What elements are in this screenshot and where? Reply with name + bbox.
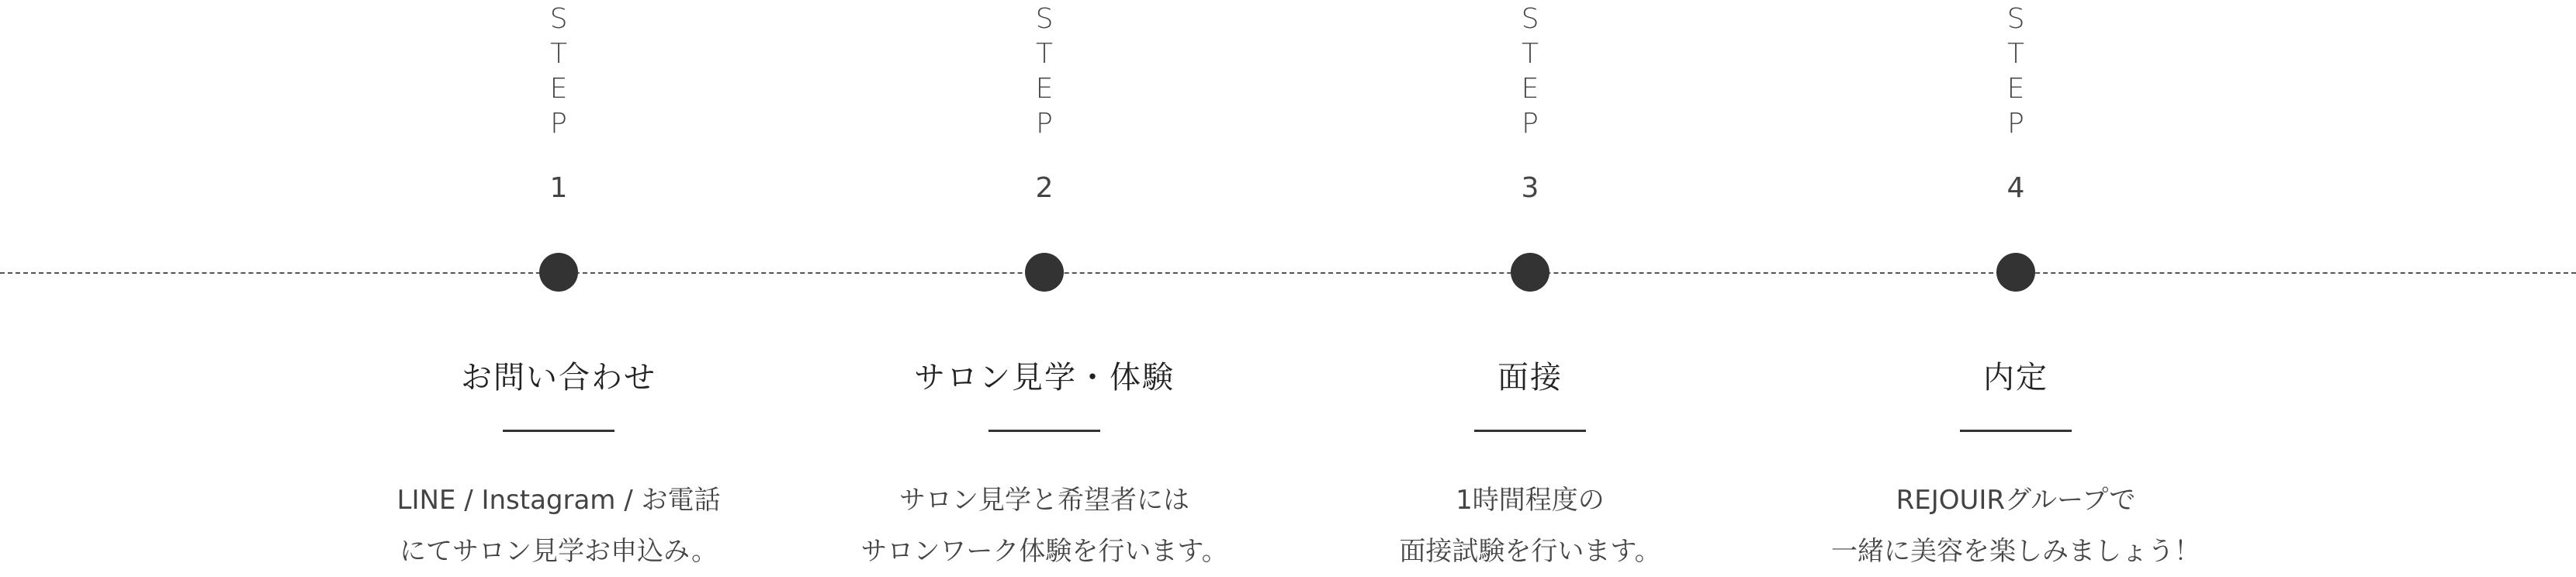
title-underline [1474, 430, 1586, 432]
step-title: お問い合わせ [461, 360, 656, 396]
step-label: S T E P [2006, 3, 2025, 140]
step-1 [326, 0, 791, 568]
step-label: S T E P [549, 3, 568, 140]
step-4 [1783, 0, 2249, 568]
timeline-dot [539, 253, 578, 292]
timeline-dot [1996, 253, 2035, 292]
step-label: S T E P [1521, 3, 1539, 140]
step-3 [1297, 0, 1763, 568]
title-underline [503, 430, 615, 432]
step-number: 3 [1521, 172, 1539, 204]
step-title: 内定 [1983, 360, 2048, 396]
step-2 [812, 0, 1277, 568]
step-number: 1 [549, 172, 568, 204]
step-title: サロン見学・体験 [914, 360, 1175, 396]
title-underline [1960, 430, 2072, 432]
step-number: 2 [1035, 172, 1054, 204]
step-label: S T E P [1035, 3, 1054, 140]
timeline-dot [1025, 253, 1064, 292]
step-description: REJOUIRグループで 一緒に美容を楽しみましょう！ [1831, 485, 2200, 567]
title-underline [989, 430, 1100, 432]
step-number: 4 [2006, 172, 2025, 204]
timeline-dot [1511, 253, 1549, 292]
step-description: 1時間程度の 面接試験を行います。 [1399, 485, 1661, 567]
step-title: 面接 [1497, 360, 1563, 396]
step-description: LINE / Instagram / お電話 にてサロン見学お申込み。 [396, 485, 721, 567]
step-description: サロン見学と希望者には サロンワーク体験を行います。 [860, 485, 1228, 567]
